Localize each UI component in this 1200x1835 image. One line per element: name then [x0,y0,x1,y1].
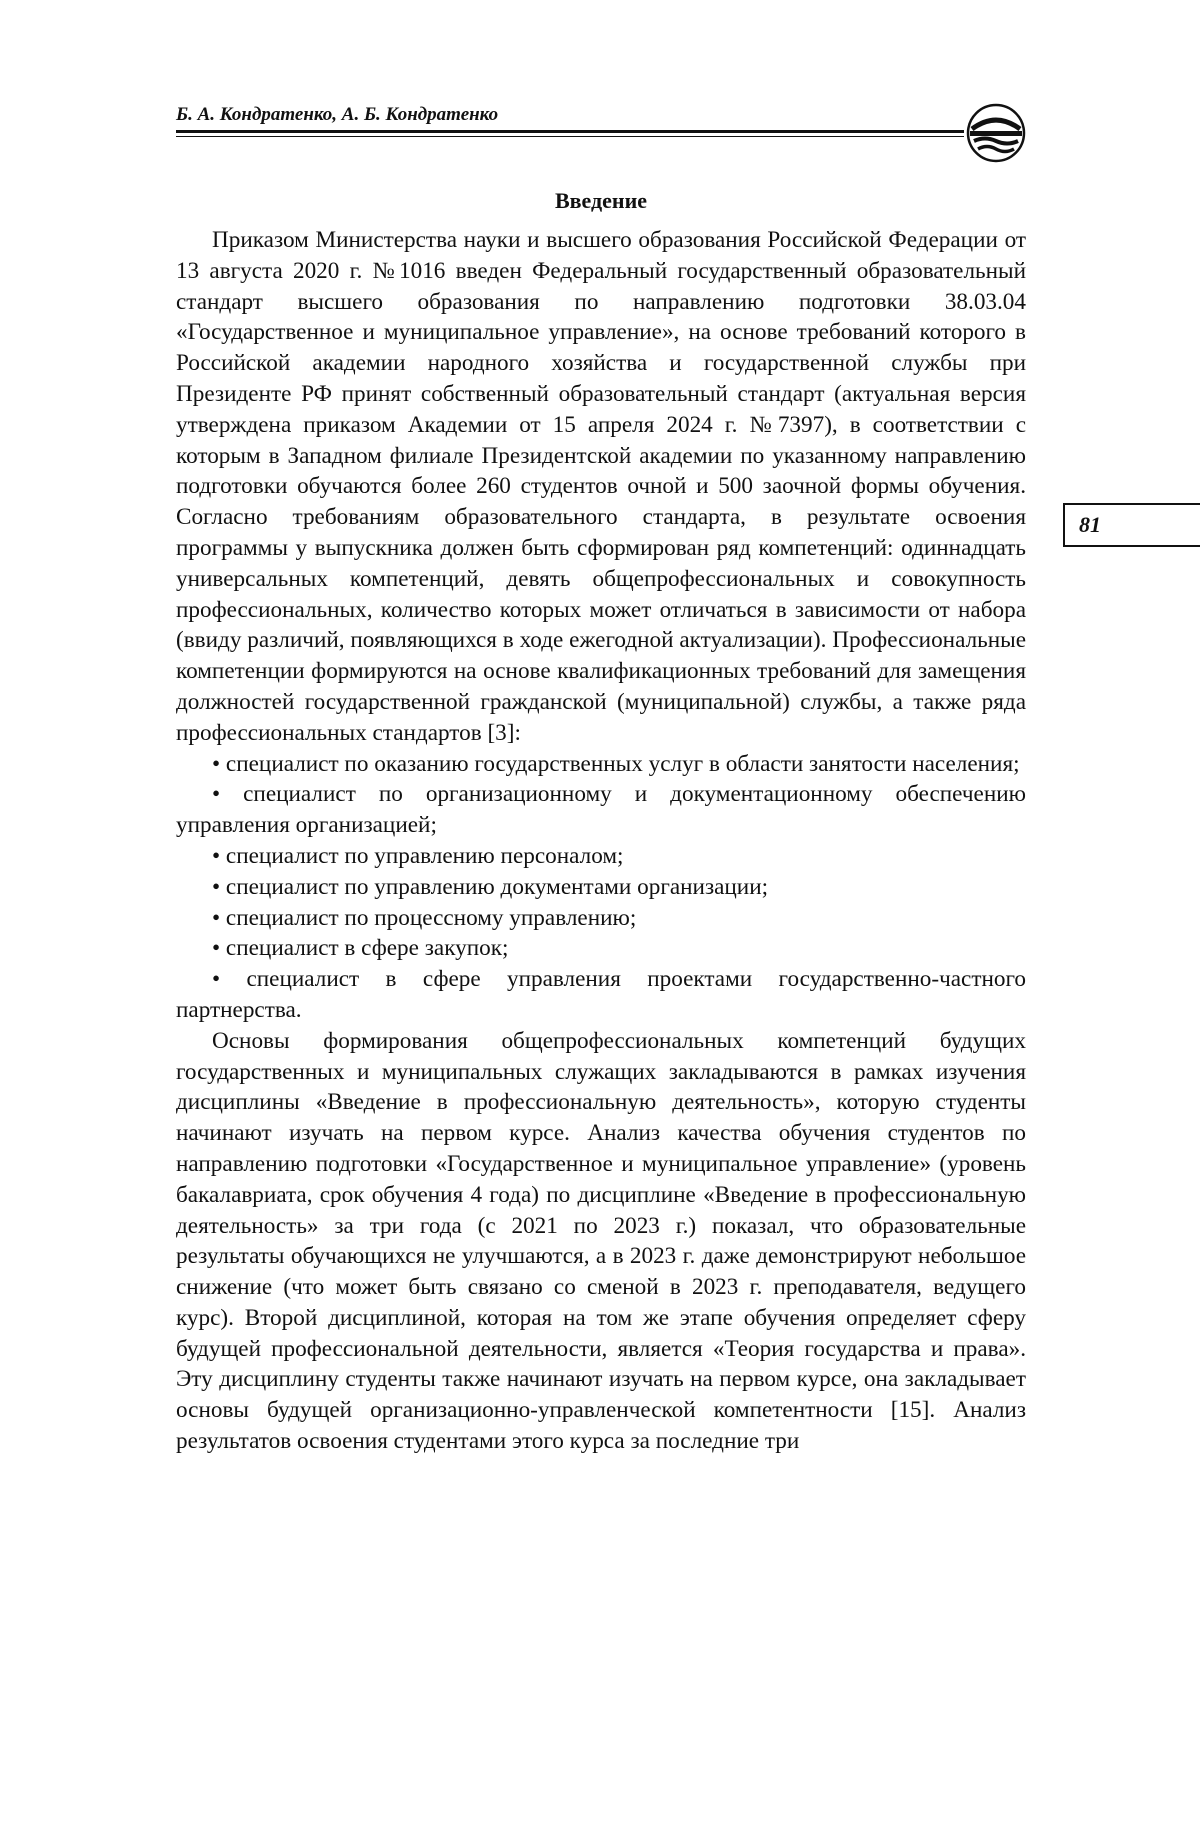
running-header-authors: Б. А. Кондратенко, А. Б. Кондратенко [176,104,499,125]
paragraph-intro: Приказом Министерства науки и высшего образования Российской Федерации от 13 августа 2020 г. №1016 введен Федеральный государственный образовательный стандарт высшего образования по направлению подготовки 38.03.04 «Государственное и муниципальное управление», на основе требований которого в Российской академии народного хозяйства и государственной службы при Президенте РФ принят собственный образовательный стандарт (актуальная версия утверждена приказом Академии от 15 апреля 2024 г. №7397), в соответствии с которым в Западном филиале Президентской академии по указанному направлению подготовки обучаются более 260 студентов очной и 500 заочной формы обучения. Согласно требованиям образовательного стандарта, в результате освоения программы у выпускника должен быть сформирован ряд компетенций: одиннадцать универсальных компетенций, девять общепрофессиональных и совокупность профессиональных, количество которых может отличаться в зависимости от набора (ввиду различий, появляющихся в ходе ежегодной актуализации). Профессиональные компетенции формируются на основе квалификационных требований для замещения должностей государственной гражданской (муниципальной) службы, а также ряда профессиональных стандартов [3]: [176,227,1026,746]
list-item: • специалист по управлению персоналом; [212,842,624,869]
list-item: • специалист в сфере закупок; [212,935,509,962]
article-body [176,186,1026,1457]
paragraph-analysis: Основы формирования общепрофессиональных компетенций будущих государственных и муниципальных служащих закладываются в рамках изучения дисциплины «Введение в профессиональную деятельность», которую студенты начинают изучать на первом курсе. Анализ качества обучения студентов по направлению подготовки «Государственное и муниципальное управление» (уровень бакалавриата, срок обучения 4 года) по дисциплине «Введение в профессиональную деятельность» за три года (с 2021 по 2023 г.) показал, что образовательные результаты обучающихся не улучшаются, а в 2023 г. даже демонстрируют небольшое снижение (что может быть связано со сменой в 2023 г. преподавателя, ведущего курс). Второй дисциплиной, которая на том же этапе обучения определяет сферу будущей профессиональной деятельности, является «Теория государства и права». Эту дисциплину студенты также начинают изучать на первом курсе, она закладывает основы будущей организационно-управленческой компетентности [15]. Анализ результатов освоения студентами этого курса за последние три [176,1027,1026,1455]
section-title: Введение [554,188,648,213]
list-item: • специалист по оказанию государственных услуг в области занятости населения; [212,750,1020,777]
list-item: • специалист в сфере управления проектами государственно-частного партнерства. [176,966,1026,1023]
header-rule [176,130,964,133]
list-item: • специалист по управлению документами организации; [212,873,769,900]
standards-list [176,749,1026,1026]
list-item: • специалист по процессному управлению; [212,904,637,931]
list-item: • специалист по организационному и документационному обеспечению управления организацией; [176,781,1026,839]
header-rule-thin [176,136,964,137]
journal-logo-icon [966,103,1026,163]
page-number: 81 [1063,503,1200,547]
